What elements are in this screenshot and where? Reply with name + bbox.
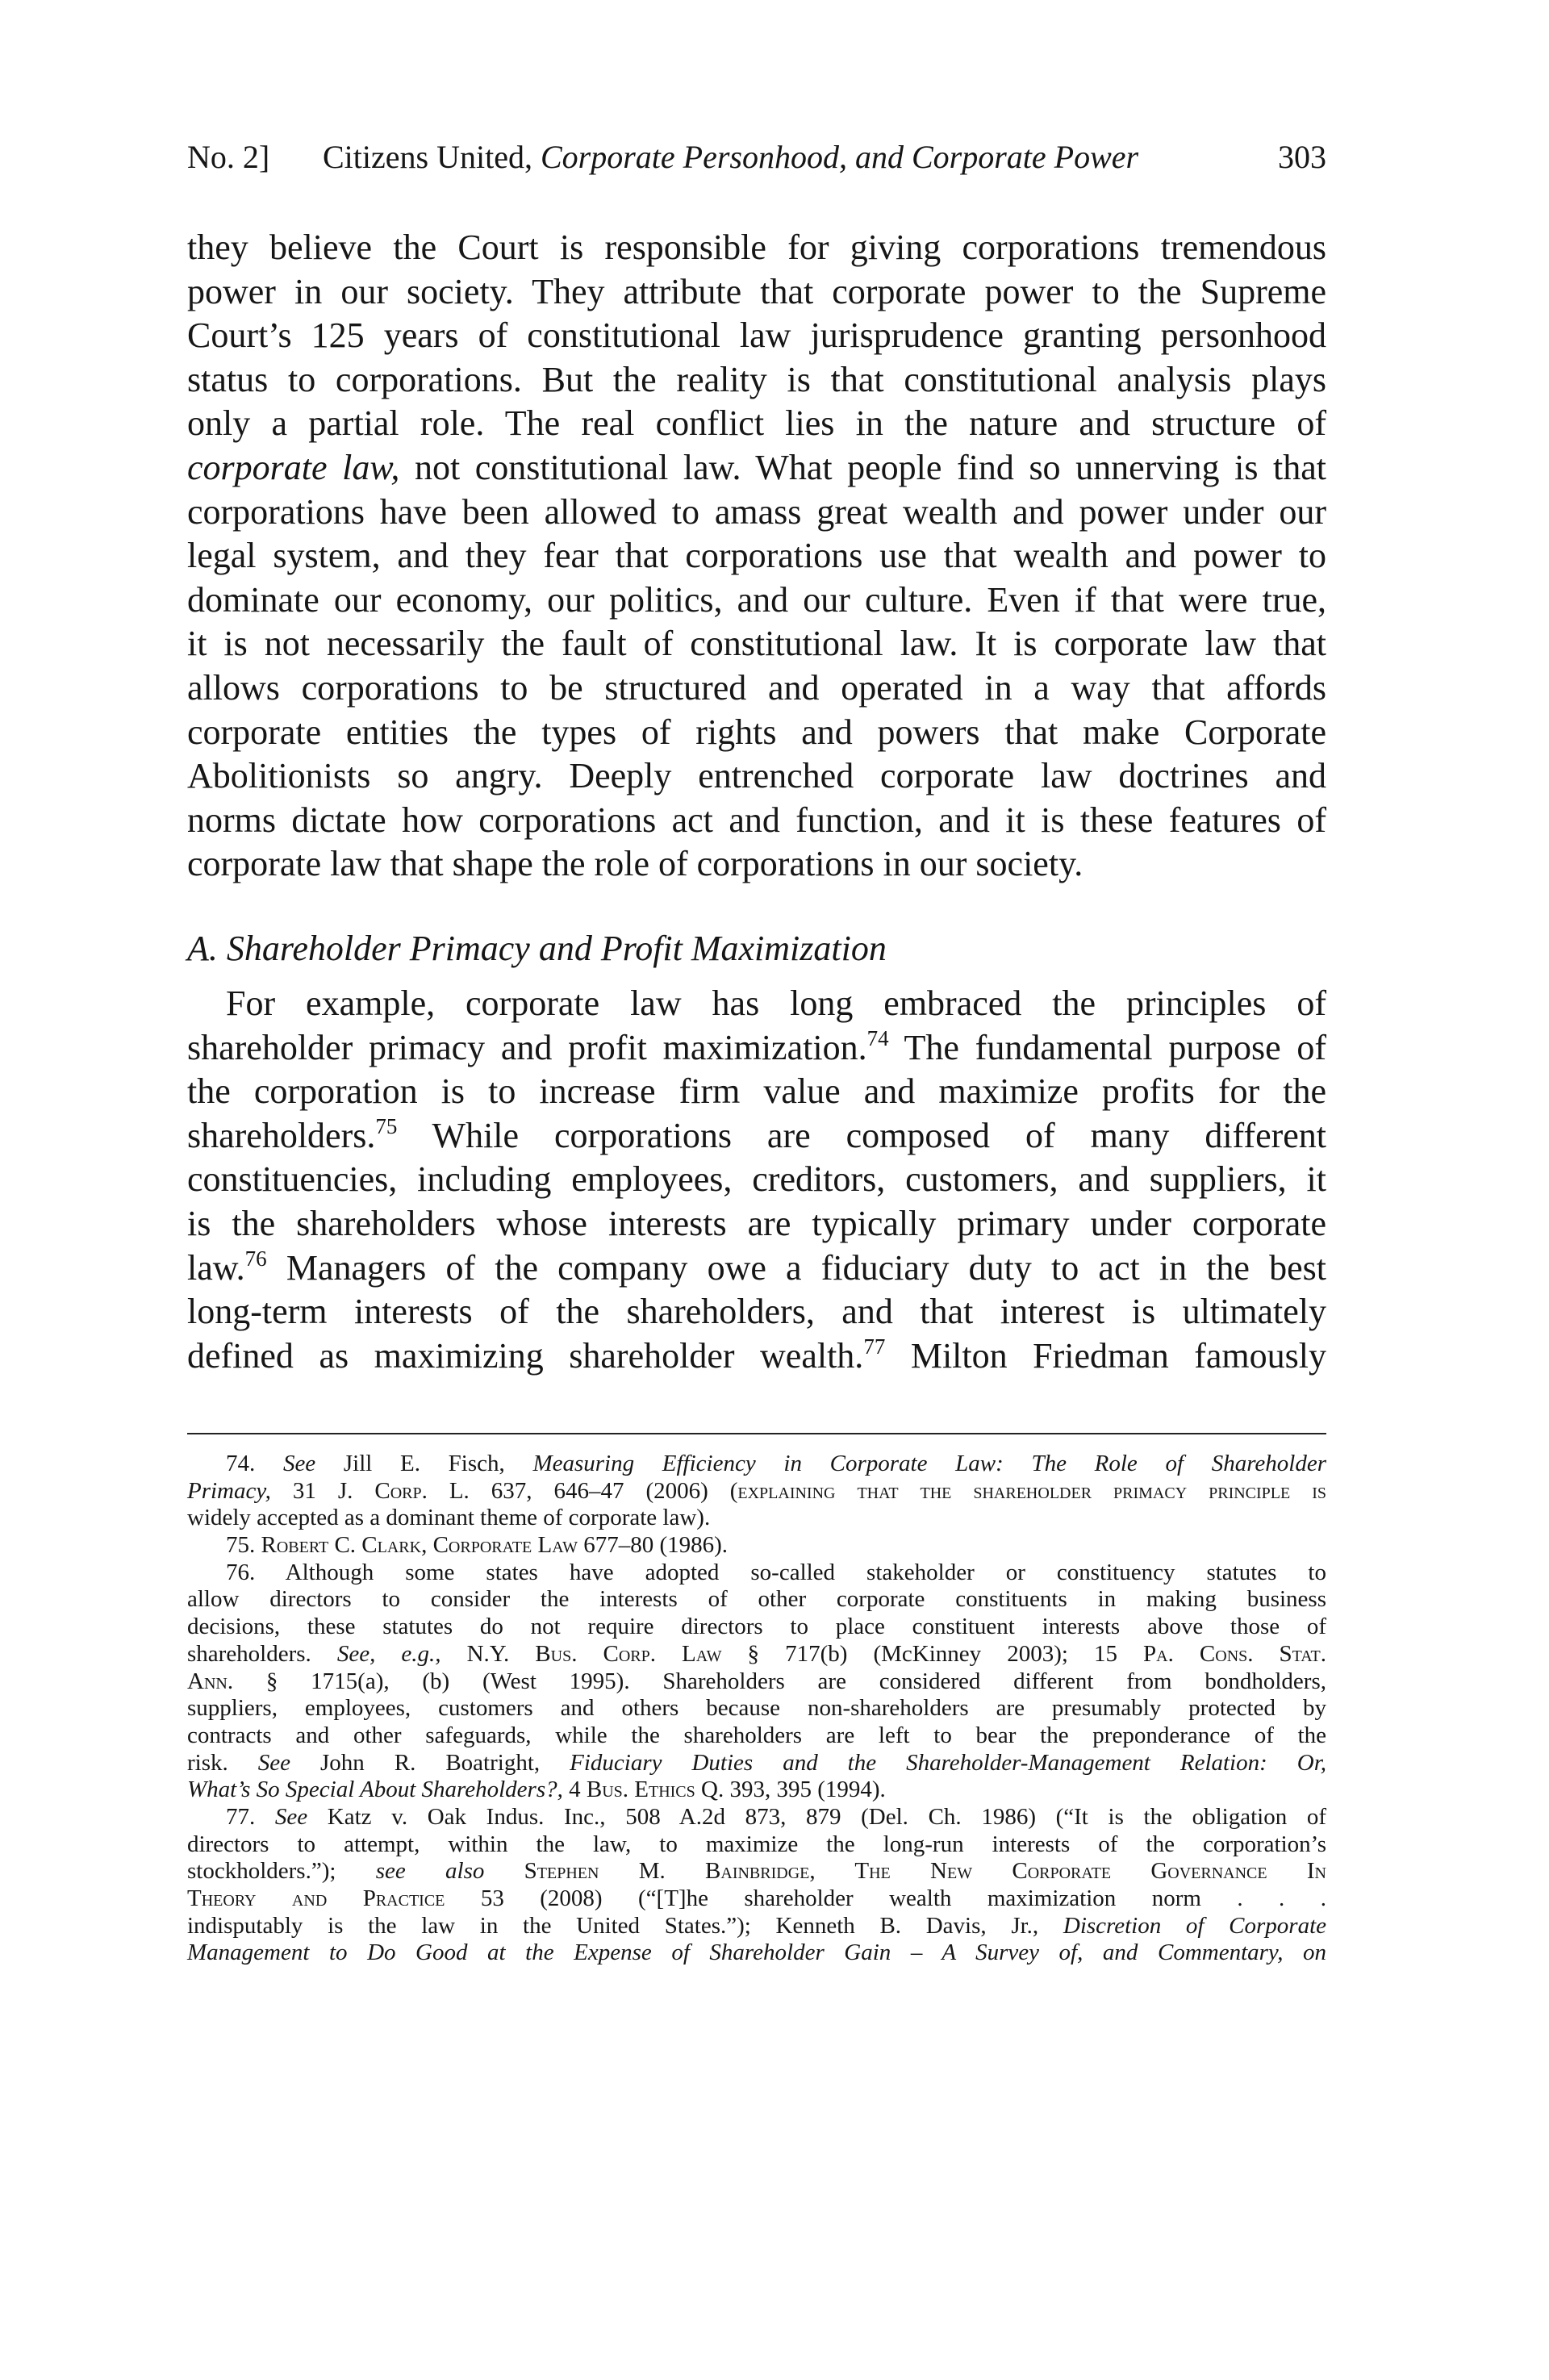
text-line: 76. Although some states have adopted so-called stakeholder or constituency statutes to (226, 1559, 1326, 1585)
text-line: long-term interests of the shareholders, and that interest is ultimately (187, 1292, 1326, 1332)
footnote-marker[interactable]: 77 (863, 1334, 886, 1359)
text-line: corporations have been allowed to amass great wealth and power under our (187, 491, 1326, 532)
text-line: they believe the Court is responsible for giving corporations tremendous (187, 228, 1326, 267)
page-number: 303 (1278, 139, 1326, 175)
text-line: allows corporations to be structured and operated in a way that affords (187, 667, 1326, 708)
text-line: norms dictate how corporations act and function, and it is these features of (187, 800, 1326, 840)
text-line: shareholder primacy and profit maximization.$^{74}$ The fundamental purpose of (187, 1025, 1327, 1067)
footnote-75 (187, 1532, 1326, 1560)
text-line: Management to Do Good at the Expense of Shareholder Gain – A Survey of, and Commentary, on (187, 1939, 1326, 1966)
text-line: 74. See Jill E. Fisch, Measuring Efficiency in Corporate Law: The Role of Shareholder (226, 1451, 1326, 1476)
text-line: corporate law, not constitutional law. What people find so unnerving is that (187, 447, 1326, 487)
text-line: corporate law that shape the role of corporations in our society. (187, 844, 1083, 884)
text-line: the corporation is to increase firm value and maximize profits for the (187, 1071, 1326, 1112)
body-paragraph-2 (187, 982, 1326, 1378)
text-line: only a partial role. The real conflict lies in the nature and structure of (187, 403, 1326, 444)
footnotes (187, 1451, 1326, 1967)
text-line: stockholders.”); see also Stephen M. Bainbridge, The New Corporate Governance In (187, 1858, 1326, 1885)
text-line: legal system, and they fear that corporations use that wealth and power to (187, 536, 1326, 576)
text-line: corporate entities the types of rights and powers that make Corporate (187, 712, 1326, 752)
section-heading: A. Shareholder Primacy and Profit Maximization (187, 929, 887, 968)
body-paragraph-1 (187, 226, 1326, 887)
text-line: it is not necessarily the fault of constitutional law. It is corporate law that (187, 624, 1326, 664)
text-line: risk. See John R. Boatright, Fiduciary Duties and the Shareholder-Management Relation: Or, (187, 1749, 1327, 1776)
footnote-separator (187, 1433, 1326, 1434)
footnote-76 (187, 1560, 1326, 1804)
text-line: contracts and other safeguards, while the shareholders are left to bear the preponderance of the (187, 1722, 1326, 1748)
text-line: defined as maximizing shareholder wealth.$^{77}$ Milton Friedman famously (187, 1334, 1327, 1376)
text-line: indisputably is the law in the United States.”); Kenneth B. Davis, Jr., Discretion of Corporate (187, 1912, 1326, 1939)
text-line: For example, corporate law has long embraced the principles of (226, 983, 1326, 1023)
text-line: allow directors to consider the interests of other corporate constituents in making business (187, 1586, 1326, 1613)
running-head (187, 133, 1326, 182)
text-line: constituencies, including employees, creditors, customers, and suppliers, it (187, 1159, 1326, 1200)
text-line: status to corporations. But the reality is that constitutional analysis plays (187, 359, 1326, 399)
text-line: suppliers, employees, customers and others because non-shareholders are presumably protected by (187, 1695, 1326, 1722)
issue-number: No. 2] (187, 139, 270, 175)
text-line: Abolitionists so angry. Deeply entrenched corporate law doctrines and (187, 756, 1326, 796)
text-line: shareholders.$^{75}$ While corporations are composed of many different (187, 1113, 1326, 1155)
text-line: dominate our economy, our politics, and our culture. Even if that were true, (187, 579, 1326, 620)
text-line: directors to attempt, within the law, to maximize the long-run interests of the corporation’s (187, 1831, 1326, 1857)
text-line: decisions, these statutes do not require directors to place constituent interests above those of (187, 1614, 1326, 1640)
article-short-title: Citizens United, Corporate Personhood, and Corporate Power (323, 139, 1139, 175)
text-line: is the shareholders whose interests are typically primary under corporate (187, 1203, 1326, 1243)
footnote-marker[interactable]: 75 (375, 1113, 398, 1138)
footnote-marker[interactable]: 74 (866, 1025, 889, 1050)
text-line: power in our society. They attribute that corporate power to the Supreme (187, 271, 1326, 311)
text-line: Court’s 125 years of constitutional law jurisprudence granting personhood (187, 315, 1326, 356)
footnote-74 (187, 1451, 1326, 1532)
text-line: 75. Robert C. Clark, Corporate Law 677–80 (1986). (226, 1532, 729, 1559)
text-line: shareholders. See, e.g., N.Y. Bus. Corp. Law § 717(b) (McKinney 2003); 15 Pa. Cons. Stat. (187, 1640, 1326, 1667)
text-line: Theory and Practice 53 (2008) (“[T]he shareholder wealth maximization norm . . . (187, 1885, 1326, 1911)
footnote-77 (187, 1804, 1326, 1967)
text-line: widely accepted as a dominant theme of corporate law). (187, 1505, 711, 1531)
text-line: law.$^{76}$ Managers of the company owe a fiduciary duty to act in the best (187, 1246, 1326, 1288)
text-line: Primacy, 31 J. Corp. L. 637, 646–47 (2006) (explaining that the shareholder primacy principle is (187, 1477, 1326, 1504)
footnote-marker[interactable]: 76 (244, 1246, 267, 1271)
text-line: Ann. § 1715(a), (b) (West 1995). Shareholders are considered different from bondholders, (187, 1668, 1326, 1694)
text-line: What’s So Special About Shareholders?, 4 Bus. Ethics Q. 393, 395 (1994). (187, 1777, 886, 1803)
text-line: 77. See Katz v. Oak Indus. Inc., 508 A.2d 873, 879 (Del. Ch. 1986) (“It is the obligation of (226, 1803, 1326, 1830)
